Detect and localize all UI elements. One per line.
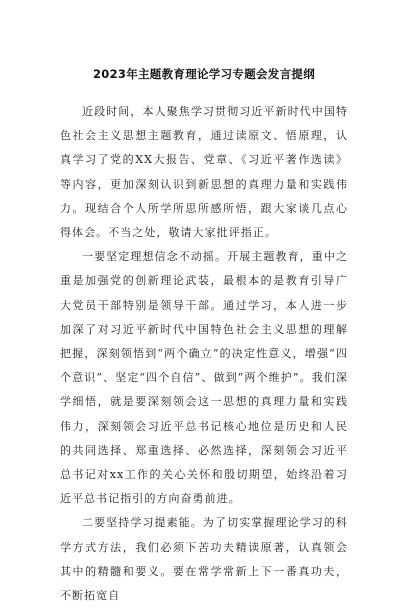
- paragraph-point-two: 二要坚持学习提素能。为了切实掌握理论学习的科学方式方法，我们必须下苦功夫精读原著，认真领会其中的精髓和要义。要在常学常新上下一番真功夫，不断拓宽自: [60, 516, 348, 603]
- document-body: [60, 100, 348, 608]
- paragraph-point-one: 一要坚定理想信念不动摇。开展主题教育，重中之重是加强党的创新理论武装，最根本的是教育引导广大党员干部特别是领导干部。通过学习，本人进一步加深了对习近平新时代中国特色社会主义思想的理解把握，深刻领悟到“两个确立”的决定性意义，增强“四个意识”、坚定“四个自信”、做到“两个维护”。我们深学细悟，就是要深刻领会这一思想的真理力量和实践伟力，深刻领会习近平总书记核心地位是历史和人民的共同选择、郑重选择、必然选择，深刻领会习近平总书记对xx工作的关心关怀和殷切期望，始终沿着习近平总书记指引的方向奋勇前进。: [60, 250, 348, 506]
- document-title: 2023年主题教育理论学习专题会发言提纲: [92, 67, 315, 81]
- paragraph-intro: 近段时间，本人聚焦学习贯彻习近平新时代中国特色社会主义思想主题教育，通过读原文、悟原理，认真学习了党的XX大报告、党章、《习近平著作选读》等内容，更加深刻认识到新思想的真理力量和实践伟力。现结合个人所学所思所感所悟，跟大家谈几点心得体会。不当之处，敬请大家批评指正。: [60, 105, 348, 240]
